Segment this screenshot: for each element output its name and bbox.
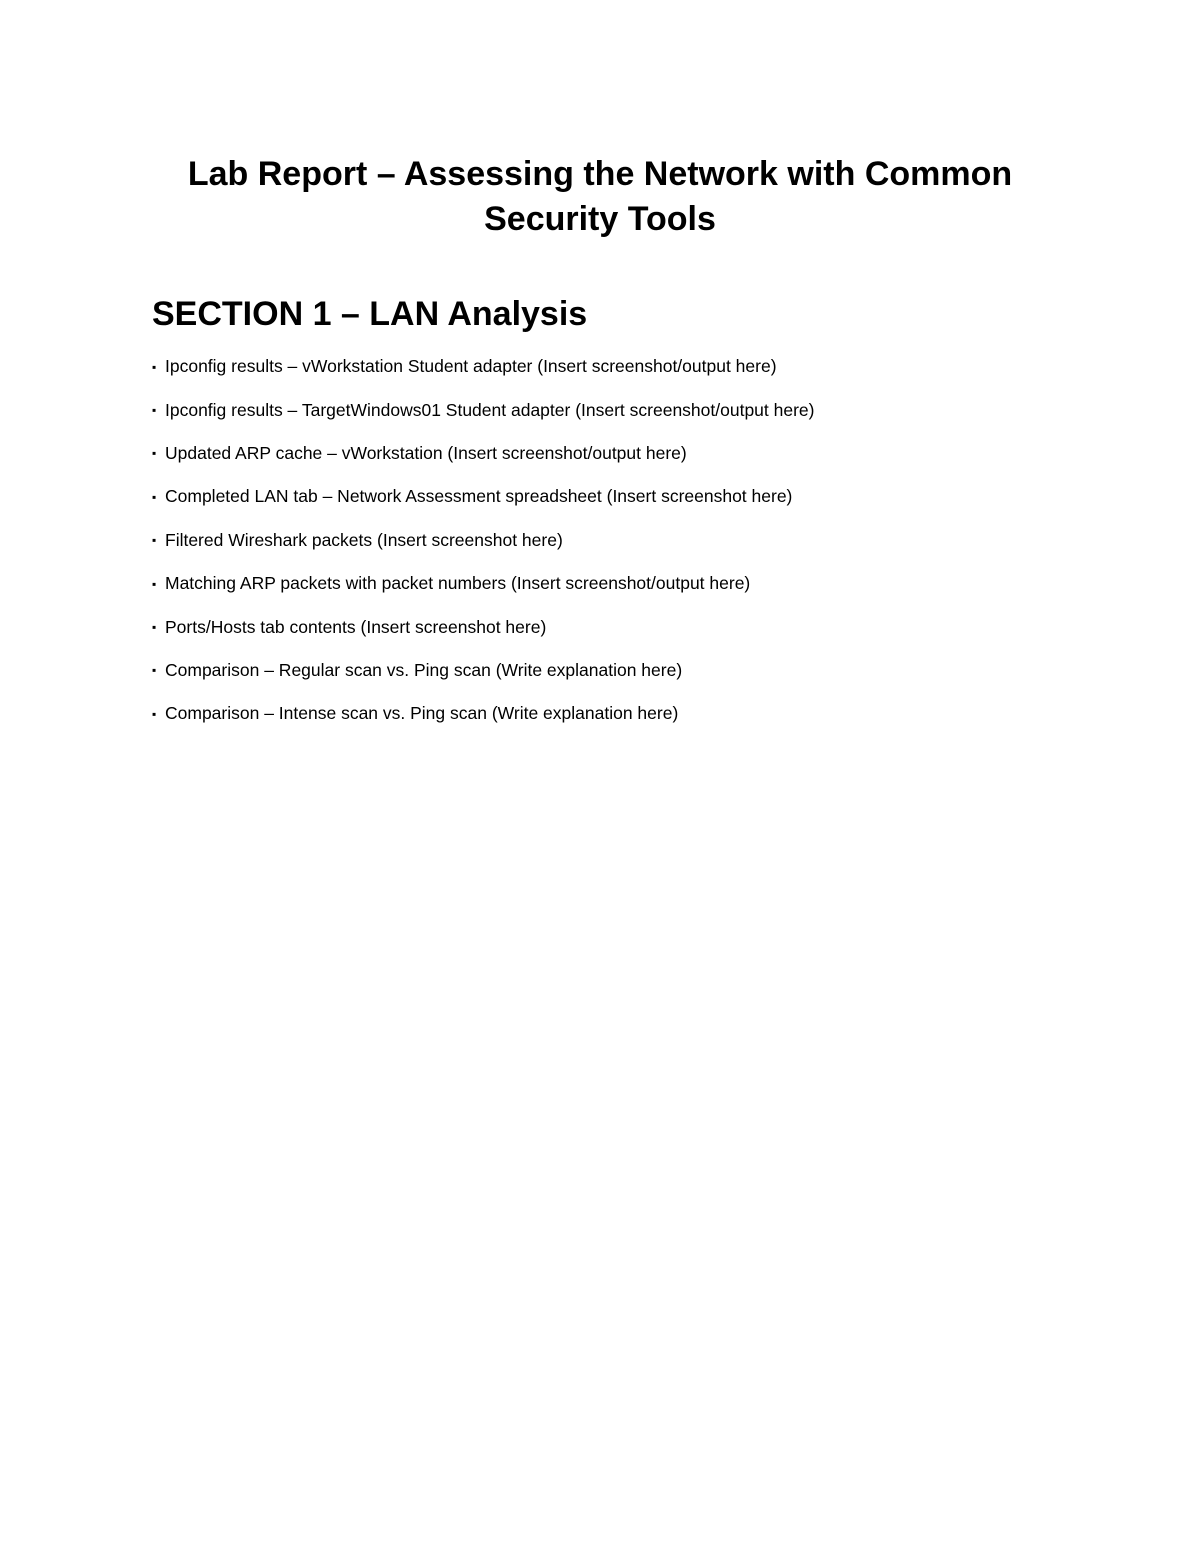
document-title: Lab Report – Assessing the Network with Common Security Tools [187,155,1013,238]
list-item [152,475,1132,518]
section-heading: SECTION 1 – LAN Analysis [152,295,588,333]
bullet-icon: ▪ [152,533,157,548]
list-item [152,388,1132,431]
list-item-text: Filtered Wireshark packets (Insert screenshot here) [165,529,563,550]
list-item-text: Ports/Hosts tab contents (Insert screenshot here) [165,616,547,637]
bullet-icon: ▪ [152,663,157,678]
list-item-text: Comparison – Regular scan vs. Ping scan (Write explanation here) [165,659,683,680]
list-item [152,649,1132,692]
list-item [152,519,1132,562]
bullet-icon: ▪ [152,489,157,504]
bullet-icon: ▪ [152,576,157,591]
list-item-text: Ipconfig results – vWorkstation Student adapter (Insert screenshot/output here) [165,356,777,377]
list-item [152,692,1132,735]
list-item-text: Ipconfig results – TargetWindows01 Student adapter (Insert screenshot/output here) [165,399,815,420]
list-item-text: Matching ARP packets with packet numbers (Insert screenshot/output here) [165,573,751,594]
bullet-icon: ▪ [152,359,157,374]
list-item-text: Updated ARP cache – vWorkstation (Insert screenshot/output here) [165,442,687,463]
list-item-text: Completed LAN tab – Network Assessment spreadsheet (Insert screenshot here) [165,486,793,507]
list-item [152,432,1132,475]
bullet-list [152,345,1132,736]
list-item [152,562,1132,605]
bullet-icon: ▪ [152,403,157,418]
list-item [152,605,1132,648]
bullet-icon: ▪ [152,706,157,721]
list-item [152,345,1132,388]
bullet-icon: ▪ [152,446,157,461]
list-item-text: Comparison – Intense scan vs. Ping scan (Write explanation here) [165,703,679,724]
bullet-icon: ▪ [152,620,157,635]
